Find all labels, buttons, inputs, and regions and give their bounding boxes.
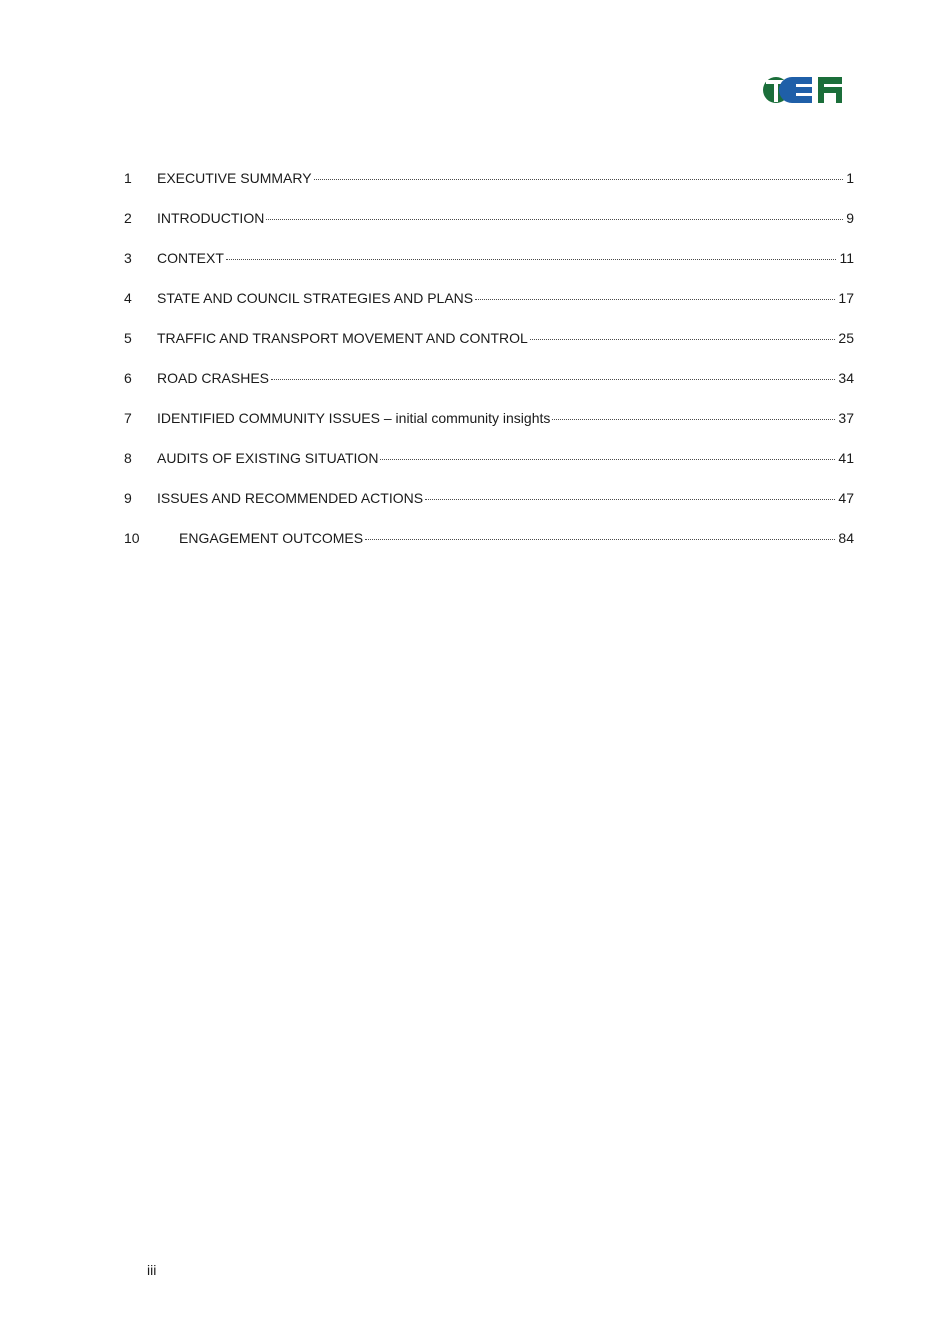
toc-entry-10[interactable] (124, 526, 854, 566)
table-of-contents (124, 166, 854, 566)
toc-entry-2[interactable] (124, 206, 854, 246)
toc-entry-number: 9 (124, 490, 132, 506)
toc-entry-page: 25 (838, 330, 854, 346)
toc-entry-title: ROAD CRASHES (157, 370, 270, 386)
toc-entry-page: 41 (838, 450, 854, 466)
toc-entry-page: 37 (838, 410, 854, 426)
toc-entry-page: 34 (838, 370, 854, 386)
toc-entry-3[interactable] (124, 246, 854, 286)
toc-entry-title: TRAFFIC AND TRANSPORT MOVEMENT AND CONTROL (157, 330, 528, 346)
toc-entry-number: 5 (124, 330, 132, 346)
toc-entry-number: 3 (124, 250, 132, 266)
toc-dot-leader (314, 178, 844, 180)
toc-entry-page: 17 (838, 290, 854, 306)
toc-entry-5[interactable] (124, 326, 854, 366)
toc-entry-title: EXECUTIVE SUMMARY (157, 170, 312, 186)
toc-entry-title: ISSUES AND RECOMMENDED ACTIONS (157, 490, 424, 506)
toc-dot-leader (475, 298, 835, 300)
toc-dot-leader (380, 458, 835, 460)
toc-dot-leader (425, 498, 835, 500)
toc-entry-number: 2 (124, 210, 132, 226)
logo-e-mark (779, 77, 812, 103)
toc-entry-page: 47 (838, 490, 854, 506)
toc-entry-title: ENGAGEMENT OUTCOMES (179, 530, 364, 546)
company-logo (762, 74, 844, 106)
toc-dot-leader (266, 218, 843, 220)
toc-entry-page: 9 (846, 210, 854, 226)
toc-entry-7[interactable] (124, 406, 854, 446)
toc-dot-leader (365, 538, 835, 540)
toc-entry-title: CONTEXT (157, 250, 224, 266)
toc-entry-number: 6 (124, 370, 132, 386)
toc-entry-title: IDENTIFIED COMMUNITY ISSUES – initial community insights (157, 410, 551, 426)
toc-dot-leader (530, 338, 836, 340)
toc-entry-6[interactable] (124, 366, 854, 406)
toc-entry-title: STATE AND COUNCIL STRATEGIES AND PLANS (157, 290, 474, 306)
toc-dot-leader (271, 378, 835, 380)
toc-entry-page: 11 (839, 250, 854, 266)
toc-dot-leader (226, 258, 837, 260)
toc-entry-page: 84 (838, 530, 854, 546)
toc-entry-number: 10 (124, 530, 140, 546)
toc-entry-8[interactable] (124, 446, 854, 486)
toc-entry-page: 1 (846, 170, 854, 186)
toc-entry-number: 7 (124, 410, 132, 426)
toc-entry-number: 4 (124, 290, 132, 306)
toc-entry-number: 8 (124, 450, 132, 466)
toc-entry-1[interactable] (124, 166, 854, 206)
logo-f-mark (818, 77, 842, 103)
toc-entry-title: INTRODUCTION (157, 210, 265, 226)
toc-entry-9[interactable] (124, 486, 854, 526)
toc-entry-number: 1 (124, 170, 132, 186)
toc-entry-4[interactable] (124, 286, 854, 326)
toc-dot-leader (552, 418, 835, 420)
page-number: iii (147, 1262, 157, 1278)
toc-entry-title: AUDITS OF EXISTING SITUATION (157, 450, 379, 466)
